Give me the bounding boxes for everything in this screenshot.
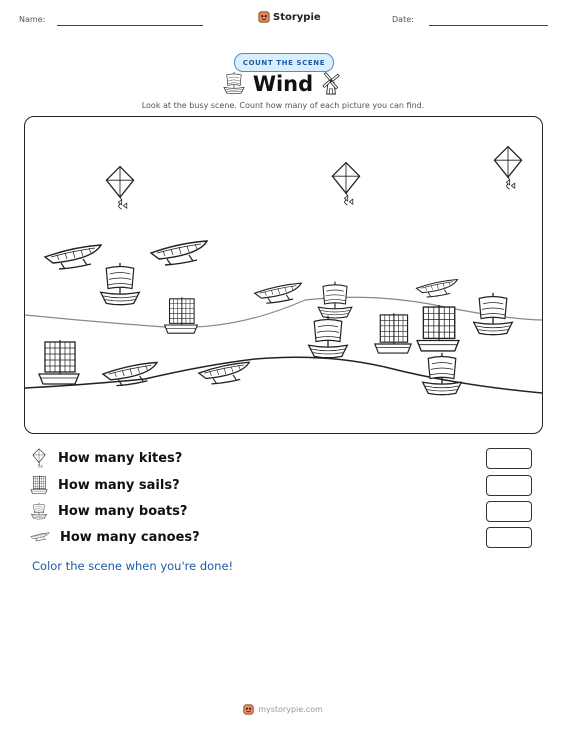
- sail-icon: [39, 340, 79, 384]
- windmill-icon: [320, 70, 342, 96]
- question-text: How many canoes?: [60, 529, 200, 545]
- storypie-logo-icon: [243, 704, 254, 715]
- name-line: [57, 25, 203, 26]
- canoe-icon: [416, 279, 457, 297]
- question-canoes: [30, 526, 540, 548]
- answer-box-kites[interactable]: [486, 448, 532, 469]
- color-prompt: Color the scene when you're done!: [32, 559, 234, 573]
- instructions: Look at the busy scene. Count how many of each picture you can find.: [141, 101, 425, 110]
- kite-icon: [106, 167, 133, 210]
- sail-icon: [30, 475, 48, 495]
- question-text: How many boats?: [58, 503, 188, 519]
- canoe-icon: [199, 362, 249, 384]
- date-line: [429, 25, 548, 26]
- boat-icon: [318, 282, 352, 318]
- question-kites: [30, 447, 540, 469]
- boat-icon: [30, 501, 48, 521]
- boat-icon: [309, 316, 348, 358]
- answer-box-boats[interactable]: [486, 501, 532, 522]
- boat-icon: [423, 353, 462, 395]
- canoe-icon: [255, 283, 302, 303]
- brand-name: Storypie: [273, 11, 321, 23]
- canoe-icon: [45, 245, 101, 269]
- sail-icon: [165, 297, 198, 333]
- kite-icon: [494, 147, 521, 190]
- canoe-icon: [151, 241, 207, 265]
- brand-logo: [258, 11, 321, 23]
- storypie-logo-icon: [258, 11, 270, 23]
- busy-scene: [24, 116, 543, 434]
- scene-illustration: [25, 117, 542, 433]
- sail-icon: [417, 305, 459, 351]
- question-text: How many sails?: [58, 477, 180, 493]
- count-the-scene-badge: COUNT THE SCENE: [234, 53, 334, 72]
- answer-box-sails[interactable]: [486, 475, 532, 496]
- date-label: Date:: [392, 15, 414, 24]
- name-label: Name:: [19, 15, 46, 24]
- kite-icon: [30, 448, 48, 468]
- footer-url[interactable]: mystorypie.com: [258, 705, 323, 714]
- boat-icon: [101, 263, 140, 305]
- answer-box-canoes[interactable]: [486, 527, 532, 548]
- canoe-icon: [30, 529, 50, 545]
- question-sails: [30, 474, 540, 496]
- question-text: How many kites?: [58, 450, 183, 466]
- page-title: Wind: [252, 72, 314, 96]
- kite-icon: [332, 163, 359, 206]
- question-boats: [30, 500, 540, 522]
- sail-icon: [375, 313, 411, 353]
- footer: [0, 704, 566, 715]
